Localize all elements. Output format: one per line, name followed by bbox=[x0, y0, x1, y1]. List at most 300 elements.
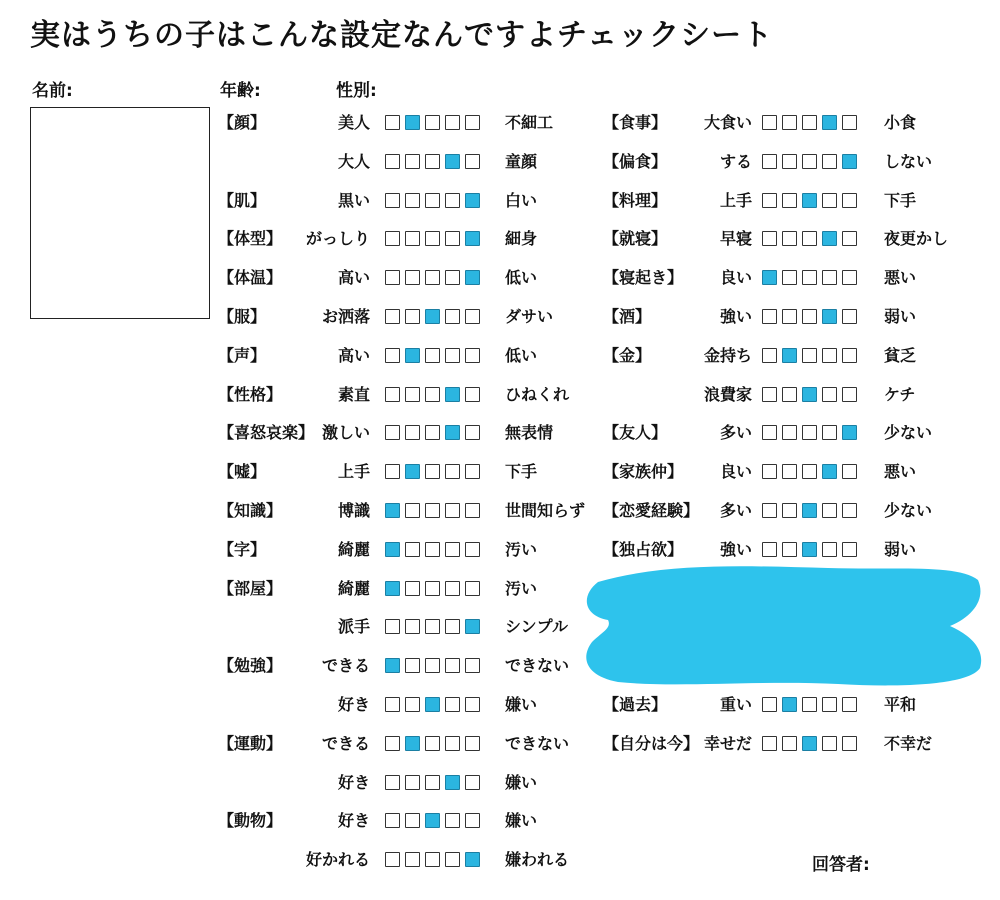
rating-checkbox[interactable] bbox=[445, 852, 460, 867]
checklist-row bbox=[218, 849, 570, 871]
category-label: 【体型】 bbox=[218, 229, 283, 249]
rating-checkbox[interactable] bbox=[445, 697, 460, 712]
rating-checkbox-checked[interactable] bbox=[425, 309, 440, 324]
checklist-row bbox=[603, 500, 933, 522]
rating-checkbox[interactable] bbox=[465, 387, 480, 402]
rating-checkbox-checked[interactable] bbox=[465, 852, 480, 867]
rating-checkbox-checked[interactable] bbox=[842, 154, 857, 169]
rating-checkbox[interactable] bbox=[465, 813, 480, 828]
rating-checkbox[interactable] bbox=[822, 697, 837, 712]
left-trait-label: 激しい bbox=[321, 423, 370, 443]
left-trait-label: 黒い bbox=[337, 190, 370, 210]
rating-checkbox[interactable] bbox=[762, 542, 777, 557]
rating-checkbox[interactable] bbox=[842, 270, 857, 285]
checklist-row bbox=[603, 228, 949, 250]
rating-checkbox[interactable] bbox=[782, 542, 797, 557]
category-label: 【友人】 bbox=[603, 423, 668, 443]
category-label: 【声】 bbox=[218, 345, 267, 365]
category-label: 【恋愛経験】 bbox=[603, 501, 700, 520]
rating-checkbox[interactable] bbox=[405, 231, 420, 246]
age-label: 年齢: bbox=[220, 81, 261, 101]
rating-scale bbox=[385, 425, 480, 440]
right-trait-label: ケチ bbox=[884, 384, 916, 404]
category-label: 【独占欲】 bbox=[603, 539, 684, 559]
rating-checkbox[interactable] bbox=[445, 193, 460, 208]
rating-checkbox[interactable] bbox=[802, 309, 817, 324]
checklist-row bbox=[218, 228, 538, 250]
rating-checkbox[interactable] bbox=[445, 115, 460, 130]
checklist-row bbox=[603, 694, 917, 716]
checklist-row bbox=[603, 112, 917, 134]
rating-checkbox[interactable] bbox=[385, 231, 400, 246]
rating-checkbox[interactable] bbox=[425, 852, 440, 867]
rating-checkbox-checked[interactable] bbox=[822, 464, 837, 479]
rating-checkbox[interactable] bbox=[445, 464, 460, 479]
checklist-row bbox=[603, 190, 917, 212]
checklist-row bbox=[218, 810, 538, 832]
left-trait-label: がっしり bbox=[305, 229, 370, 249]
rating-scale bbox=[385, 309, 480, 324]
rating-checkbox[interactable] bbox=[762, 231, 777, 246]
rating-checkbox-checked[interactable] bbox=[802, 387, 817, 402]
rating-checkbox[interactable] bbox=[822, 270, 837, 285]
rating-scale bbox=[385, 852, 480, 867]
rating-checkbox[interactable] bbox=[385, 193, 400, 208]
checklist-row bbox=[218, 345, 538, 367]
rating-checkbox[interactable] bbox=[762, 697, 777, 712]
rating-checkbox[interactable] bbox=[445, 813, 460, 828]
rating-checkbox[interactable] bbox=[465, 115, 480, 130]
right-trait-label: 少ない bbox=[884, 423, 933, 443]
sheet-title: 実はうちの子はこんな設定なんですよチェックシート bbox=[30, 18, 774, 53]
rating-scale bbox=[385, 464, 480, 479]
category-label: 【食事】 bbox=[603, 113, 668, 132]
category-label: 【過去】 bbox=[603, 695, 668, 714]
right-trait-label: できない bbox=[505, 656, 570, 676]
right-trait-label: 悪い bbox=[884, 462, 917, 482]
rating-checkbox[interactable] bbox=[405, 619, 420, 634]
category-label: 【顔】 bbox=[218, 113, 267, 132]
category-label: 【服】 bbox=[218, 307, 267, 326]
rating-checkbox[interactable] bbox=[842, 464, 857, 479]
rating-checkbox[interactable] bbox=[782, 425, 797, 440]
rating-checkbox[interactable] bbox=[405, 425, 420, 440]
rating-checkbox[interactable] bbox=[385, 852, 400, 867]
rating-checkbox[interactable] bbox=[385, 115, 400, 130]
name-label: 名前: bbox=[32, 81, 73, 101]
rating-checkbox-checked[interactable] bbox=[802, 503, 817, 518]
rating-checkbox[interactable] bbox=[842, 736, 857, 751]
rating-checkbox[interactable] bbox=[405, 309, 420, 324]
left-trait-label: 重い bbox=[719, 695, 752, 714]
left-trait-label: 派手 bbox=[337, 617, 370, 637]
rating-checkbox[interactable] bbox=[405, 154, 420, 169]
rating-checkbox[interactable] bbox=[425, 270, 440, 285]
rating-checkbox-checked[interactable] bbox=[385, 658, 400, 673]
rating-checkbox-checked[interactable] bbox=[465, 270, 480, 285]
rating-scale bbox=[385, 619, 480, 634]
rating-checkbox[interactable] bbox=[445, 270, 460, 285]
rating-checkbox-checked[interactable] bbox=[802, 736, 817, 751]
rating-checkbox[interactable] bbox=[385, 464, 400, 479]
rating-checkbox[interactable] bbox=[762, 154, 777, 169]
checklist-row bbox=[218, 772, 538, 794]
rating-checkbox[interactable] bbox=[445, 581, 460, 596]
category-label: 【偏食】 bbox=[603, 151, 668, 171]
rating-checkbox[interactable] bbox=[445, 348, 460, 363]
rating-scale bbox=[762, 309, 857, 324]
rating-checkbox[interactable] bbox=[782, 387, 797, 402]
left-trait-label: お洒落 bbox=[321, 307, 370, 326]
rating-checkbox[interactable] bbox=[842, 348, 857, 363]
rating-checkbox[interactable] bbox=[405, 581, 420, 596]
rating-checkbox[interactable] bbox=[425, 775, 440, 790]
rating-checkbox-checked[interactable] bbox=[842, 425, 857, 440]
rating-checkbox[interactable] bbox=[405, 852, 420, 867]
rating-scale bbox=[385, 775, 480, 790]
rating-checkbox[interactable] bbox=[822, 387, 837, 402]
rating-checkbox[interactable] bbox=[385, 348, 400, 363]
right-trait-label: 嫌われる bbox=[505, 850, 570, 870]
rating-checkbox[interactable] bbox=[385, 697, 400, 712]
rating-checkbox-checked[interactable] bbox=[802, 193, 817, 208]
rating-checkbox[interactable] bbox=[762, 464, 777, 479]
rating-checkbox[interactable] bbox=[405, 658, 420, 673]
rating-checkbox[interactable] bbox=[802, 270, 817, 285]
left-trait-label: する bbox=[719, 151, 752, 171]
rating-checkbox[interactable] bbox=[425, 619, 440, 634]
category-label: 【勉強】 bbox=[218, 656, 283, 676]
right-trait-label: 汚い bbox=[505, 539, 538, 559]
rating-checkbox[interactable] bbox=[465, 309, 480, 324]
left-trait-label: 高い bbox=[337, 345, 370, 365]
category-label: 【家族仲】 bbox=[603, 462, 684, 482]
category-label: 【料理】 bbox=[603, 190, 668, 210]
rating-checkbox-checked[interactable] bbox=[822, 231, 837, 246]
right-trait-label: できない bbox=[505, 733, 570, 753]
checklist-row bbox=[218, 616, 568, 638]
right-trait-label: 嫌い bbox=[505, 772, 538, 792]
left-trait-label: 高い bbox=[337, 268, 370, 288]
rating-checkbox[interactable] bbox=[762, 115, 777, 130]
rating-checkbox[interactable] bbox=[385, 387, 400, 402]
rating-checkbox[interactable] bbox=[425, 193, 440, 208]
left-trait-label: 早寝 bbox=[719, 229, 752, 249]
category-label: 【体温】 bbox=[218, 268, 283, 288]
rating-scale bbox=[385, 115, 480, 130]
rating-checkbox[interactable] bbox=[425, 736, 440, 751]
rating-checkbox[interactable] bbox=[802, 348, 817, 363]
rating-checkbox[interactable] bbox=[762, 309, 777, 324]
rating-checkbox[interactable] bbox=[782, 270, 797, 285]
rating-checkbox[interactable] bbox=[385, 813, 400, 828]
rating-checkbox[interactable] bbox=[425, 503, 440, 518]
rating-checkbox[interactable] bbox=[405, 387, 420, 402]
rating-checkbox[interactable] bbox=[425, 464, 440, 479]
right-trait-label: 平和 bbox=[884, 695, 917, 714]
left-trait-label: 大食い bbox=[703, 113, 752, 132]
rating-checkbox[interactable] bbox=[405, 270, 420, 285]
rating-checkbox[interactable] bbox=[385, 736, 400, 751]
rating-checkbox[interactable] bbox=[782, 736, 797, 751]
checklist-row bbox=[218, 306, 554, 328]
right-trait-label: 不細工 bbox=[505, 113, 554, 132]
rating-checkbox[interactable] bbox=[822, 542, 837, 557]
left-trait-label: 好かれる bbox=[305, 850, 370, 870]
rating-scale bbox=[762, 736, 857, 751]
rating-checkbox-checked[interactable] bbox=[465, 193, 480, 208]
rating-checkbox[interactable] bbox=[385, 270, 400, 285]
rating-checkbox[interactable] bbox=[465, 658, 480, 673]
rating-checkbox[interactable] bbox=[782, 503, 797, 518]
rating-checkbox[interactable] bbox=[802, 697, 817, 712]
rating-checkbox-checked[interactable] bbox=[405, 348, 420, 363]
rating-checkbox[interactable] bbox=[762, 425, 777, 440]
rating-checkbox[interactable] bbox=[425, 542, 440, 557]
rating-checkbox[interactable] bbox=[762, 348, 777, 363]
left-trait-label: 好き bbox=[337, 811, 370, 831]
rating-checkbox[interactable] bbox=[802, 154, 817, 169]
rating-checkbox[interactable] bbox=[842, 387, 857, 402]
blue-scribble-redaction bbox=[578, 560, 993, 690]
rating-checkbox[interactable] bbox=[385, 309, 400, 324]
rating-checkbox-checked[interactable] bbox=[465, 231, 480, 246]
category-label: 【自分は今】 bbox=[603, 733, 700, 753]
rating-checkbox[interactable] bbox=[445, 619, 460, 634]
rating-checkbox-checked[interactable] bbox=[425, 697, 440, 712]
right-trait-label: 無表情 bbox=[505, 423, 554, 443]
category-label: 【動物】 bbox=[218, 811, 283, 831]
rating-checkbox[interactable] bbox=[782, 464, 797, 479]
rating-checkbox-checked[interactable] bbox=[822, 115, 837, 130]
rating-checkbox-checked[interactable] bbox=[425, 813, 440, 828]
checklist-row bbox=[218, 267, 538, 289]
left-trait-label: 美人 bbox=[337, 113, 370, 132]
rating-scale bbox=[385, 813, 480, 828]
rating-checkbox[interactable] bbox=[842, 697, 857, 712]
category-label: 【嘘】 bbox=[218, 462, 267, 482]
rating-checkbox[interactable] bbox=[385, 775, 400, 790]
rating-checkbox[interactable] bbox=[445, 503, 460, 518]
category-label: 【運動】 bbox=[218, 733, 283, 753]
rating-checkbox-checked[interactable] bbox=[405, 736, 420, 751]
rating-checkbox[interactable] bbox=[425, 581, 440, 596]
right-trait-label: 世間知らず bbox=[505, 501, 586, 520]
rating-scale bbox=[762, 154, 857, 169]
rating-checkbox[interactable] bbox=[445, 658, 460, 673]
checklist-row bbox=[218, 655, 570, 677]
rating-checkbox[interactable] bbox=[802, 231, 817, 246]
rating-checkbox[interactable] bbox=[445, 542, 460, 557]
rating-scale bbox=[385, 736, 480, 751]
right-trait-label: 童顔 bbox=[505, 151, 538, 171]
rating-checkbox[interactable] bbox=[842, 193, 857, 208]
rating-scale bbox=[762, 270, 857, 285]
checklist-row bbox=[218, 422, 554, 444]
rating-checkbox[interactable] bbox=[465, 425, 480, 440]
rating-checkbox[interactable] bbox=[802, 115, 817, 130]
rating-checkbox[interactable] bbox=[822, 348, 837, 363]
rating-checkbox[interactable] bbox=[405, 697, 420, 712]
rating-checkbox[interactable] bbox=[425, 154, 440, 169]
rating-scale bbox=[385, 658, 480, 673]
rating-checkbox-checked[interactable] bbox=[445, 775, 460, 790]
checklist-row bbox=[603, 306, 917, 328]
rating-checkbox[interactable] bbox=[425, 425, 440, 440]
checklist-row bbox=[603, 345, 917, 367]
rating-checkbox[interactable] bbox=[762, 387, 777, 402]
left-trait-label: 多い bbox=[719, 501, 752, 520]
rating-checkbox[interactable] bbox=[782, 231, 797, 246]
rating-checkbox[interactable] bbox=[842, 309, 857, 324]
rating-checkbox[interactable] bbox=[465, 348, 480, 363]
right-trait-label: しない bbox=[884, 151, 933, 171]
rating-scale bbox=[762, 231, 857, 246]
right-trait-label: 低い bbox=[505, 345, 538, 365]
rating-checkbox[interactable] bbox=[425, 658, 440, 673]
rating-checkbox[interactable] bbox=[465, 154, 480, 169]
rating-checkbox[interactable] bbox=[782, 154, 797, 169]
left-trait-label: 素直 bbox=[337, 384, 370, 404]
rating-checkbox[interactable] bbox=[385, 425, 400, 440]
rating-checkbox[interactable] bbox=[425, 231, 440, 246]
rating-checkbox[interactable] bbox=[822, 425, 837, 440]
rating-checkbox[interactable] bbox=[465, 464, 480, 479]
rating-checkbox[interactable] bbox=[465, 775, 480, 790]
rating-checkbox[interactable] bbox=[425, 387, 440, 402]
rating-checkbox[interactable] bbox=[405, 542, 420, 557]
rating-checkbox[interactable] bbox=[465, 542, 480, 557]
rating-checkbox-checked[interactable] bbox=[445, 425, 460, 440]
category-label: 【金】 bbox=[603, 345, 652, 365]
rating-checkbox[interactable] bbox=[802, 425, 817, 440]
rating-scale bbox=[762, 542, 857, 557]
rating-scale bbox=[385, 581, 480, 596]
rating-checkbox[interactable] bbox=[425, 348, 440, 363]
rating-checkbox[interactable] bbox=[782, 115, 797, 130]
rating-checkbox[interactable] bbox=[465, 503, 480, 518]
rating-checkbox[interactable] bbox=[385, 154, 400, 169]
left-trait-label: 金持ち bbox=[703, 345, 752, 365]
rating-scale bbox=[385, 542, 480, 557]
left-trait-label: 良い bbox=[719, 462, 752, 482]
rating-checkbox[interactable] bbox=[842, 115, 857, 130]
rating-checkbox[interactable] bbox=[445, 231, 460, 246]
rating-checkbox[interactable] bbox=[445, 309, 460, 324]
rating-checkbox-checked[interactable] bbox=[385, 503, 400, 518]
rating-checkbox[interactable] bbox=[822, 736, 837, 751]
category-label: 【就寝】 bbox=[603, 229, 668, 249]
rating-checkbox[interactable] bbox=[842, 503, 857, 518]
left-trait-label: 博識 bbox=[337, 501, 370, 520]
right-trait-label: 細身 bbox=[505, 229, 538, 249]
right-trait-label: 貧乏 bbox=[884, 345, 917, 365]
rating-checkbox[interactable] bbox=[822, 154, 837, 169]
rating-checkbox[interactable] bbox=[822, 503, 837, 518]
checklist-row bbox=[603, 733, 933, 755]
left-trait-label: 綺麗 bbox=[337, 578, 370, 598]
rating-checkbox[interactable] bbox=[425, 115, 440, 130]
left-trait-label: 大人 bbox=[337, 151, 370, 171]
checklist-row bbox=[218, 151, 538, 173]
left-trait-label: できる bbox=[321, 656, 370, 676]
right-trait-label: ひねくれ bbox=[505, 384, 570, 404]
left-trait-label: 上手 bbox=[719, 190, 752, 210]
checklist-row bbox=[603, 539, 917, 561]
checklist-row bbox=[218, 461, 538, 483]
rating-checkbox-checked[interactable] bbox=[405, 115, 420, 130]
rating-checkbox[interactable] bbox=[782, 193, 797, 208]
rating-checkbox-checked[interactable] bbox=[445, 154, 460, 169]
rating-checkbox-checked[interactable] bbox=[802, 542, 817, 557]
rating-checkbox[interactable] bbox=[405, 813, 420, 828]
checklist-row bbox=[603, 461, 917, 483]
category-label: 【字】 bbox=[218, 539, 267, 559]
rating-checkbox[interactable] bbox=[385, 619, 400, 634]
rating-checkbox[interactable] bbox=[842, 542, 857, 557]
rating-scale bbox=[762, 387, 857, 402]
category-label: 【性格】 bbox=[218, 384, 283, 404]
checklist-row bbox=[218, 539, 538, 561]
rating-checkbox[interactable] bbox=[762, 193, 777, 208]
right-trait-label: ダサい bbox=[505, 307, 554, 326]
checklist-row bbox=[218, 384, 570, 406]
left-trait-label: 上手 bbox=[337, 462, 370, 482]
category-label: 【寝起き】 bbox=[603, 268, 684, 288]
rating-checkbox-checked[interactable] bbox=[445, 387, 460, 402]
rating-checkbox[interactable] bbox=[762, 503, 777, 518]
portrait-frame bbox=[30, 107, 210, 319]
right-trait-label: 弱い bbox=[884, 307, 917, 326]
rating-checkbox[interactable] bbox=[762, 736, 777, 751]
right-trait-label: 夜更かし bbox=[884, 229, 949, 249]
left-trait-label: 好き bbox=[337, 695, 370, 714]
rating-checkbox-checked[interactable] bbox=[822, 309, 837, 324]
rating-checkbox[interactable] bbox=[842, 231, 857, 246]
rating-checkbox-checked[interactable] bbox=[385, 581, 400, 596]
rating-checkbox-checked[interactable] bbox=[762, 270, 777, 285]
rating-checkbox-checked[interactable] bbox=[465, 619, 480, 634]
rating-checkbox[interactable] bbox=[802, 464, 817, 479]
rating-checkbox-checked[interactable] bbox=[385, 542, 400, 557]
rating-checkbox-checked[interactable] bbox=[782, 348, 797, 363]
left-trait-label: 浪費家 bbox=[703, 384, 752, 404]
rating-checkbox[interactable] bbox=[465, 581, 480, 596]
rating-checkbox[interactable] bbox=[445, 736, 460, 751]
rating-checkbox[interactable] bbox=[782, 309, 797, 324]
rating-checkbox[interactable] bbox=[465, 736, 480, 751]
rating-checkbox[interactable] bbox=[465, 697, 480, 712]
category-label: 【喜怒哀楽】 bbox=[218, 423, 315, 443]
category-label: 【知識】 bbox=[218, 501, 283, 520]
rating-scale bbox=[385, 193, 480, 208]
rating-scale bbox=[762, 697, 857, 712]
right-trait-label: シンプル bbox=[505, 617, 568, 637]
checklist-row bbox=[218, 578, 538, 600]
rating-checkbox[interactable] bbox=[405, 503, 420, 518]
right-trait-label: 汚い bbox=[505, 578, 538, 598]
right-trait-label: 下手 bbox=[505, 462, 538, 482]
rating-checkbox[interactable] bbox=[405, 775, 420, 790]
rating-checkbox-checked[interactable] bbox=[782, 697, 797, 712]
checklist-row bbox=[603, 151, 933, 173]
category-label: 【肌】 bbox=[218, 190, 267, 210]
rating-checkbox[interactable] bbox=[822, 193, 837, 208]
left-trait-label: できる bbox=[321, 733, 370, 753]
rating-checkbox[interactable] bbox=[405, 193, 420, 208]
rating-scale bbox=[385, 270, 480, 285]
rating-checkbox-checked[interactable] bbox=[405, 464, 420, 479]
